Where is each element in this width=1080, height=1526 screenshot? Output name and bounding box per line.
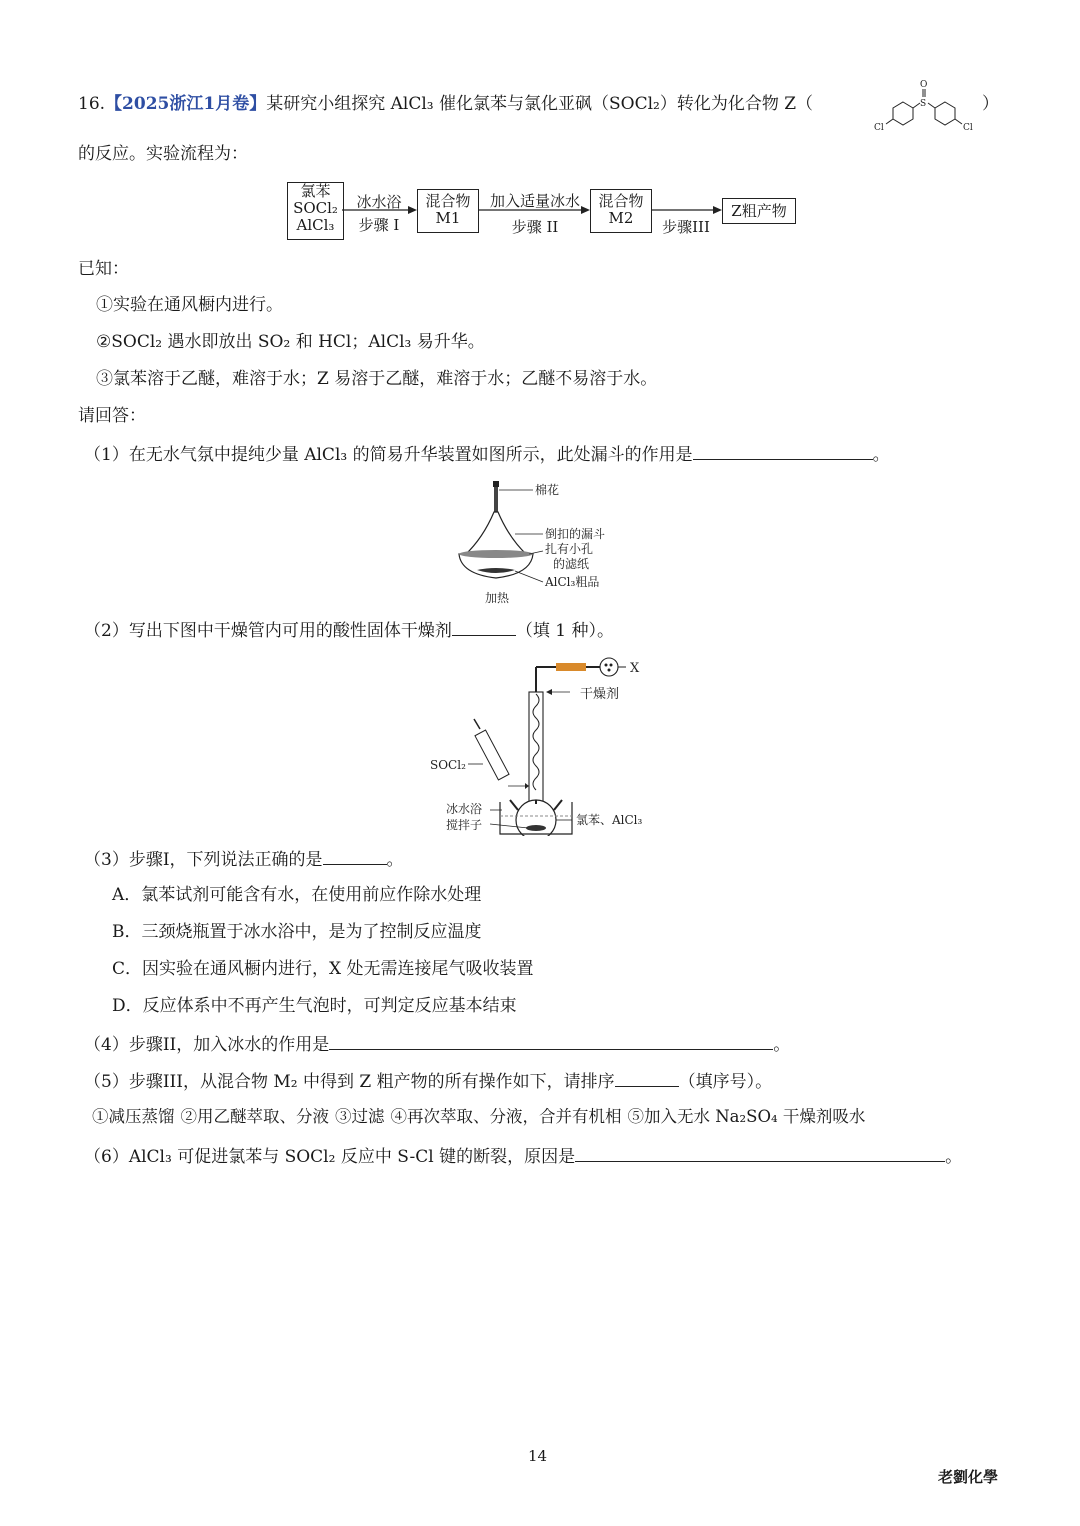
- chlorine-left-label: Cl: [874, 123, 884, 132]
- label-heat: 加热: [485, 591, 510, 605]
- q1-answer-blank[interactable]: [693, 441, 873, 460]
- condenser-outer: [529, 692, 543, 804]
- label-socl2: SOCl₂: [430, 758, 466, 772]
- drying-tube: [556, 663, 586, 671]
- flow-box-reactants: [287, 182, 344, 240]
- inverted-funnel: [465, 512, 527, 555]
- label-filter-1: 扎有小孔: [545, 542, 594, 556]
- label-ice-bath: 冰水浴: [446, 802, 483, 816]
- leader-crude: [515, 571, 543, 582]
- q3-option-b: B．三颈烧瓶置于冰水浴中，是为了控制反应温度: [112, 922, 482, 942]
- ccl-bond-left: [886, 119, 893, 124]
- flow-step1-top: 冰水浴: [356, 193, 402, 211]
- q5-op-3: ③过滤: [335, 1107, 385, 1126]
- oxygen-label: O: [920, 80, 928, 90]
- question-number: 16.: [78, 94, 106, 114]
- label-desiccant: 干燥剂: [580, 687, 620, 702]
- q6-end: 。: [945, 1147, 963, 1167]
- drying-bulb: [600, 658, 618, 676]
- label-x: X: [630, 661, 640, 676]
- benzene-ring-left: [893, 102, 913, 125]
- sublimation-apparatus-figure: [455, 478, 635, 606]
- question-stem: [78, 92, 813, 116]
- q3-end: 。: [386, 850, 404, 870]
- filter-paper: [459, 550, 533, 558]
- flow-arrowhead-2: [581, 206, 590, 214]
- flow-arrowhead-3: [713, 206, 722, 214]
- q6-line: [84, 1143, 962, 1169]
- q5-op-5: ⑤加入无水 Na₂SO₄ 干燥剂吸水: [627, 1107, 866, 1126]
- known-item-3: ③氯苯溶于乙醚，难溶于水；Z 易溶于乙醚，难溶于水；乙醚不易溶于水。: [96, 369, 658, 389]
- q6-text: （6）AlCl₃ 可促进氯苯与 SOCl₂ 反应中 S-Cl 键的断裂，原因是: [84, 1147, 576, 1167]
- flow-reactant-chlorobenzene: 氯苯: [300, 182, 331, 200]
- flow-reactant-socl2: SOCl₂: [293, 199, 338, 217]
- flow-reactant-alcl3: AlCl₃: [296, 216, 335, 234]
- q3-text: （3）步骤I，下列说法正确的是: [84, 850, 323, 870]
- stem-text: 某研究小组探究 AlCl₃ 催化氯苯与氯化亚砜（SOCl₂）转化为化合物 Z（: [266, 94, 814, 114]
- flow-step1-bottom: 步骤 I: [358, 216, 400, 234]
- known-title: 已知：: [78, 259, 129, 279]
- flow-step2-bottom: 步骤 II: [511, 218, 559, 236]
- q2-end: （填 1 种）。: [515, 621, 614, 641]
- label-reagents: 氯苯、AlCl₃: [576, 813, 643, 827]
- flow-m2-name: M2: [608, 209, 634, 227]
- question-source: 【2025浙江1月卷】: [105, 94, 267, 114]
- leader-filter: [529, 551, 543, 554]
- q3-line: [84, 846, 404, 872]
- dropping-funnel: [475, 730, 509, 780]
- label-funnel: 倒扣的漏斗: [545, 527, 606, 541]
- flow-step2-top: 加入适量冰水: [489, 192, 580, 210]
- q2-answer-blank[interactable]: [452, 617, 516, 636]
- q4-line: [84, 1031, 790, 1057]
- flow-box-product: Z粗产物: [722, 198, 796, 224]
- label-stirrer: 搅拌子: [446, 818, 483, 832]
- known-item-2: ②SOCl₂ 遇水即放出 SO₂ 和 HCl；AlCl₃ 易升华。: [96, 332, 485, 352]
- label-cotton: 棉花: [535, 483, 560, 497]
- flow-arrowhead-1: [408, 206, 417, 214]
- chlorine-right-label: Cl: [963, 123, 973, 132]
- label-filter-2: 的滤纸: [553, 557, 590, 571]
- funnel-stem: [494, 484, 498, 512]
- flow-m2-label: 混合物: [598, 192, 644, 210]
- cs-bond-right: [928, 103, 935, 108]
- stem-close: ）: [982, 94, 999, 114]
- q2-text: （2）写出下图中干燥管内可用的酸性固体干燥剂: [84, 621, 452, 641]
- q5-op-1: ①减压蒸馏: [92, 1107, 175, 1126]
- q1-end: 。: [872, 445, 890, 465]
- q5-end: （填序号）。: [678, 1072, 773, 1092]
- q5-operations: [92, 1105, 871, 1129]
- flask-right-neck: [554, 800, 562, 810]
- known-item-1: ①实验在通风橱内进行。: [96, 295, 283, 315]
- flow-step3-bottom: 步骤III: [662, 218, 710, 236]
- stir-bar: [526, 825, 546, 831]
- flow-m1-name: M1: [435, 209, 461, 227]
- ccl-bond-right: [955, 119, 962, 124]
- q5-text: （5）步骤III，从混合物 M₂ 中得到 Z 粗产物的所有操作如下，请排序: [84, 1072, 615, 1092]
- compound-z-structure: [868, 76, 978, 132]
- benzene-ring-right: [935, 102, 955, 125]
- reaction-apparatus-figure: [428, 652, 660, 836]
- answer-prompt: 请回答：: [78, 406, 146, 426]
- q5-op-2: ②用乙醚萃取、分液: [180, 1107, 329, 1126]
- q5-op-4: ④再次萃取、分液，合并有机相: [390, 1107, 622, 1126]
- label-crude: AlCl₃粗品: [545, 575, 600, 589]
- flow-arrows: [342, 200, 724, 220]
- q3-option-c: C．因实验在通风橱内进行，X 处无需连接尾气吸收装置: [112, 959, 534, 979]
- q4-answer-blank[interactable]: [329, 1031, 773, 1050]
- q4-text: （4）步骤II，加入冰水的作用是: [84, 1035, 330, 1055]
- dropping-funnel-stem: [474, 719, 480, 729]
- q2-line: [84, 617, 614, 643]
- cotton-plug: [493, 481, 499, 487]
- page-number: 14: [528, 1447, 548, 1465]
- q1-text: （1）在无水气氛中提纯少量 AlCl₃ 的简易升华装置如图所示，此处漏斗的作用是: [84, 445, 693, 465]
- flow-m1-label: 混合物: [425, 192, 471, 210]
- watermark: 老劉化學: [938, 1468, 999, 1486]
- cs-bond-left: [913, 103, 920, 108]
- q1-line: [84, 441, 890, 467]
- q5-answer-blank[interactable]: [615, 1068, 679, 1087]
- q3-option-d: D．反应体系中不再产生气泡时，可判定反应基本结束: [112, 996, 517, 1016]
- q3-answer-blank[interactable]: [323, 846, 387, 865]
- q4-end: 。: [773, 1035, 791, 1055]
- q3-option-a: A．氯苯试剂可能含有水，在使用前应作除水处理: [112, 885, 482, 905]
- condenser-coil: [533, 694, 539, 790]
- q6-answer-blank[interactable]: [575, 1143, 945, 1162]
- sulfur-label: S: [920, 99, 927, 109]
- stem-text-2: 的反应。实验流程为：: [78, 144, 248, 164]
- flask-left-neck: [510, 800, 518, 810]
- q5-line: [84, 1068, 772, 1094]
